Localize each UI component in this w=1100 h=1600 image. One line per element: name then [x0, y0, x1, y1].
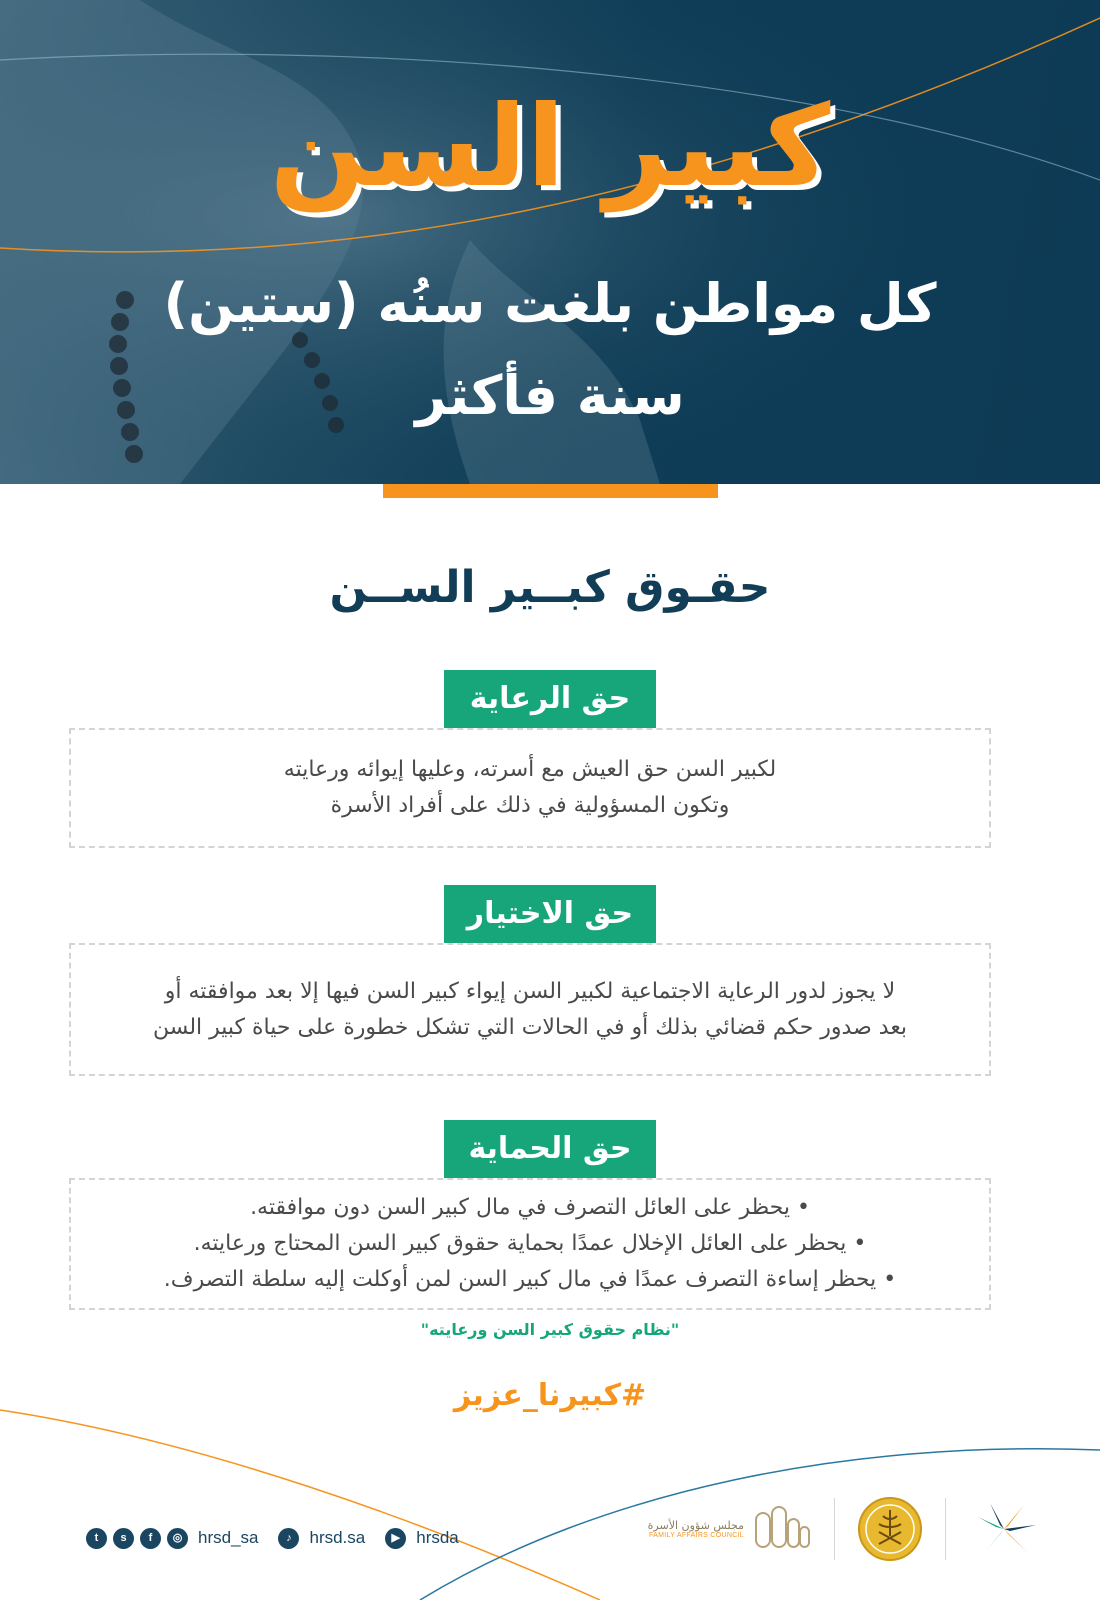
hrsd-ministry-logo — [968, 1499, 1040, 1559]
protection-right-box — [69, 1178, 991, 1310]
care-right-box — [69, 728, 991, 848]
social-links — [86, 1524, 473, 1552]
care-right-line: وتكون المسؤولية في ذلك على أفراد الأسرة — [330, 793, 730, 818]
national-emblem-logo — [857, 1496, 923, 1562]
snapchat-icon[interactable]: s — [113, 1528, 134, 1549]
choice-right-line: لا يجوز لدور الرعاية الاجتماعية لكبير السن إيواء كبير السن فيها إلا بعد موافقته أو — [164, 978, 896, 1004]
choice-right-line: بعد صدور حكم قضائي بذلك أو في الحالات التي تشكل خطورة على حياة كبير السن — [152, 1014, 908, 1040]
family-affairs-council-logo — [648, 1501, 812, 1557]
social-handle[interactable]: hrsd.sa — [309, 1528, 366, 1547]
instagram-icon[interactable]: ◎ — [167, 1528, 188, 1549]
social-handle[interactable]: hrsd_sa — [198, 1528, 259, 1547]
tag-protection-right: حق الحماية — [444, 1120, 656, 1178]
protection-bullet: • يحظر إساءة التصرف عمدًا في مال كبير السن لمن أوكلت إليه سلطة التصرف. — [163, 1267, 897, 1292]
rights-heading: حقـوق كبــير الســن — [329, 562, 771, 613]
tiktok-icon[interactable]: ♪ — [278, 1528, 299, 1549]
family-icon — [752, 1501, 812, 1557]
hero-title: كبير السن — [269, 82, 831, 212]
logo-divider — [834, 1498, 835, 1560]
hero-banner — [0, 0, 1100, 484]
protection-bullet: • يحظر على العائل الإخلال عمدًا بحماية حقوق كبير السن المحتاج ورعايته. — [193, 1231, 867, 1256]
tag-choice-right: حق الاختيار — [444, 885, 656, 943]
orange-accent-bar — [383, 484, 718, 498]
logo-divider — [945, 1498, 946, 1560]
partner-logos — [648, 1494, 1040, 1564]
council-name-ar: مجلس شؤون الأسرة — [647, 1519, 744, 1532]
protection-bullet: • يحظر على العائل التصرف في مال كبير السن دون موافقته. — [250, 1195, 810, 1220]
facebook-icon[interactable]: f — [140, 1528, 161, 1549]
care-right-line: لكبير السن حق العيش مع أسرته، وعليها إيوائه ورعايته — [283, 757, 777, 782]
choice-right-box — [69, 943, 991, 1076]
youtube-icon[interactable]: ▶ — [385, 1528, 406, 1549]
hero-subtitle: كل مواطن بلغت سنُه (ستين) سنة فأكثر — [163, 272, 937, 427]
tag-care-right: حق الرعاية — [444, 670, 656, 728]
social-handle[interactable]: hrsda — [416, 1528, 459, 1547]
twitter-icon[interactable]: t — [86, 1528, 107, 1549]
campaign-hashtag[interactable]: #كبيرنا_عزيز — [453, 1378, 647, 1413]
source-citation: "نظام حقوق كبير السن ورعايته" — [420, 1320, 680, 1339]
council-name-en: FAMILY AFFAIRS COUNCIL — [648, 1532, 744, 1539]
